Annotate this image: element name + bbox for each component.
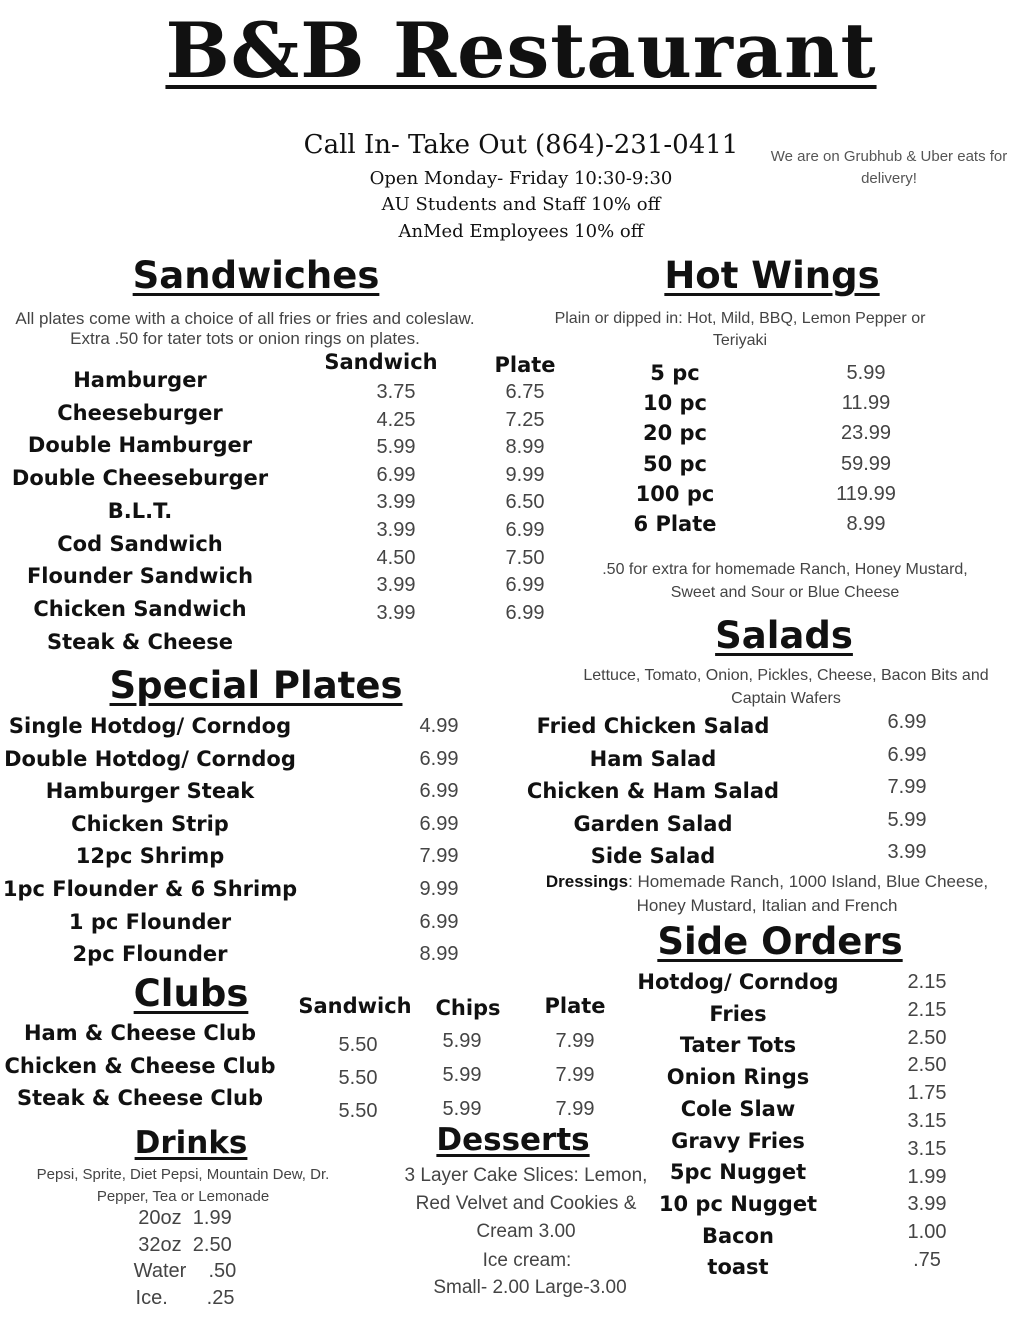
sandwich-item: Chicken Sandwich — [33, 596, 247, 621]
dressings-note — [527, 870, 1007, 918]
side-order-item: Hotdog/ Corndog — [637, 970, 839, 994]
salad-item: Side Salad — [590, 844, 716, 868]
sandwich-price: 3.99 — [376, 601, 416, 624]
sandwich-price: 3.75 — [376, 381, 416, 403]
sandwich-item: Cheeseburger — [57, 400, 223, 425]
sandwich-price: 3.99 — [376, 574, 416, 597]
special-plate-item: Chicken Strip — [71, 811, 229, 836]
salad-price: 7.99 — [887, 776, 927, 798]
delivery-note: We are on Grubhub & Uber eats for delivery! — [770, 148, 1008, 187]
drink-size-price: 20oz 1.99 — [138, 1207, 232, 1229]
sandwich-plate-price: 6.75 — [505, 381, 545, 403]
salad-price: 6.99 — [887, 711, 927, 733]
sandwich-price: 3.99 — [376, 491, 416, 514]
special-plate-item: 12pc Shrimp — [75, 844, 225, 869]
club-item: Steak & Cheese Club — [17, 1086, 263, 1110]
special-plate-price: 6.99 — [419, 812, 459, 835]
clubs-chips-header: Chips — [435, 996, 501, 1020]
special-plate-price: 6.99 — [419, 747, 459, 770]
call-in-number: Call In- Take Out (864)-231-0411 — [303, 130, 739, 160]
salad-item: Garden Salad — [573, 811, 733, 836]
salad-item: Ham Salad — [589, 746, 717, 771]
sandwich-price: 4.25 — [376, 408, 416, 431]
special-plate-item: Double Hotdog/ Corndog — [4, 746, 296, 771]
side-order-item: Bacon — [701, 1223, 775, 1248]
club-plate-price: 7.99 — [555, 1030, 595, 1052]
salads-note: Lettuce, Tomato, Onion, Pickles, Cheese, Bacon Bits and Captain Wafers — [583, 667, 989, 707]
drink-size-price: 32oz 2.50 — [138, 1233, 232, 1256]
special-plate-price: 9.99 — [419, 878, 459, 900]
special-plate-item: 1pc Flounder & 6 Shrimp — [2, 877, 298, 901]
side-order-price: 1.75 — [907, 1082, 947, 1105]
clubs-heading: Clubs — [133, 972, 249, 1015]
sandwich-price: 3.99 — [376, 519, 416, 541]
salad-item: Fried Chicken Salad — [536, 714, 770, 738]
wings-item: 20 pc — [642, 421, 708, 446]
club-chips-price: 5.99 — [442, 1064, 482, 1086]
salad-price: 5.99 — [887, 808, 927, 831]
sandwich-item: Steak & Cheese — [46, 629, 234, 654]
sandwich-plate-price: 6.99 — [505, 574, 545, 597]
wings-price: 23.99 — [840, 422, 892, 445]
clubs-plate-header: Plate — [544, 994, 606, 1018]
sauce-extra-note: .50 for extra for homemade Ranch, Honey Mustard, Sweet and Sour or Blue Cheese — [602, 561, 968, 601]
sandwich-item: Double Cheeseburger — [11, 466, 269, 491]
ice-cream-label: Ice cream: — [482, 1250, 572, 1271]
sandwich-plate-price: 6.99 — [505, 601, 545, 624]
side-order-item: Onion Rings — [666, 1065, 810, 1090]
side-order-price: 3.99 — [907, 1193, 947, 1216]
sandwich-price: 4.50 — [376, 546, 416, 569]
side-orders-heading: Side Orders — [657, 920, 903, 963]
restaurant-title: B&B Restaurant — [165, 6, 877, 95]
sandwich-price: 6.99 — [376, 463, 416, 486]
wings-price: 5.99 — [846, 362, 886, 384]
special-plate-price: 6.99 — [419, 780, 459, 803]
dressings-label: Dressings — [545, 872, 629, 891]
side-order-item: 5pc Nugget — [669, 1160, 807, 1185]
discount-au: AU Students and Staff 10% off — [381, 194, 661, 215]
special-plate-price: 6.99 — [419, 910, 459, 933]
salads-heading: Salads — [715, 614, 853, 657]
drinks-heading: Drinks — [134, 1125, 248, 1161]
club-plate-price: 7.99 — [555, 1098, 595, 1120]
sandwich-plate-price: 7.50 — [505, 546, 545, 569]
sandwich-plate-price: 8.99 — [505, 436, 545, 459]
drink-size-price: Water .50 — [133, 1260, 237, 1282]
wings-price: 11.99 — [841, 392, 891, 415]
sandwich-item: B.L.T. — [107, 498, 173, 523]
hot-wings-note: Plain or dipped in: Hot, Mild, BBQ, Lemon Pepper or Teriyaki — [554, 310, 926, 349]
discount-anmed: AnMed Employees 10% off — [398, 221, 644, 242]
side-order-price: 3.15 — [907, 1137, 947, 1160]
side-order-item: Tater Tots — [679, 1033, 797, 1058]
wings-item: 5 pc — [650, 361, 700, 385]
side-order-price: .75 — [913, 1249, 941, 1271]
desserts-heading: Desserts — [436, 1122, 590, 1158]
sandwich-plate-price: 9.99 — [505, 463, 545, 486]
wings-item: 100 pc — [635, 481, 715, 506]
club-chips-price: 5.99 — [442, 1030, 482, 1052]
wings-item: 10 pc — [642, 391, 708, 416]
club-item: Chicken & Cheese Club — [4, 1053, 276, 1078]
hours: Open Monday- Friday 10:30-9:30 — [369, 168, 673, 189]
sandwich-plate-price: 6.50 — [505, 491, 545, 514]
sandwich-plate-price: 6.99 — [505, 519, 545, 541]
salad-price: 3.99 — [887, 841, 927, 863]
side-order-item: Cole Slaw — [680, 1096, 796, 1121]
special-plate-item: 2pc Flounder — [72, 942, 228, 967]
hot-wings-heading: Hot Wings — [664, 254, 880, 297]
club-sandwich-price: 5.50 — [338, 1100, 378, 1122]
clubs-sandwich-header: Sandwich — [298, 994, 412, 1018]
side-order-item: Gravy Fries — [671, 1128, 805, 1153]
salad-item: Chicken & Ham Salad — [526, 779, 780, 803]
club-sandwich-price: 5.50 — [338, 1067, 378, 1089]
sandwich-plate-price: 7.25 — [505, 408, 545, 431]
salad-price: 6.99 — [887, 743, 927, 766]
sandwiches-heading: Sandwiches — [132, 254, 380, 297]
side-order-item: Fries — [709, 1001, 767, 1026]
wings-price: 8.99 — [846, 513, 886, 535]
sandwich-item: Hamburger — [73, 368, 207, 392]
side-order-item: 10 pc Nugget — [658, 1191, 818, 1216]
wings-item: 6 Plate — [633, 512, 717, 536]
special-plate-price: 8.99 — [419, 943, 459, 966]
wings-item: 50 pc — [642, 451, 708, 476]
wings-price: 59.99 — [840, 452, 892, 475]
drinks-note: Pepsi, Sprite, Diet Pepsi, Mountain Dew, Dr. Pepper, Tea or Lemonade — [36, 1166, 330, 1205]
special-plate-item: 1 pc Flounder — [68, 909, 232, 934]
club-chips-price: 5.99 — [442, 1098, 482, 1120]
side-order-price: 2.50 — [907, 1026, 947, 1049]
sandwiches-note: All plates come with a choice of all fries or fries and coleslaw. Extra .50 for tater tots or onion rings on plates. — [15, 309, 475, 348]
special-plates-heading: Special Plates — [109, 664, 403, 707]
special-plate-item: Hamburger Steak — [45, 779, 255, 804]
plate-column-header: Plate — [494, 353, 556, 377]
side-order-price: 2.15 — [907, 998, 947, 1021]
drink-size-price: Ice. .25 — [135, 1286, 235, 1309]
side-order-price: 3.15 — [907, 1110, 947, 1132]
wings-price: 119.99 — [836, 482, 896, 505]
side-order-price: 2.50 — [907, 1054, 947, 1077]
sandwich-item: Cod Sandwich — [57, 531, 223, 556]
sandwich-column-header: Sandwich — [324, 350, 438, 374]
dressings-list: : Homemade Ranch, 1000 Island, Blue Cheese, Honey Mustard, Italian and French — [628, 872, 989, 915]
ice-cream-prices: Small- 2.00 Large-3.00 — [433, 1277, 627, 1298]
special-plate-item: Single Hotdog/ Corndog — [8, 714, 292, 738]
sandwich-price: 5.99 — [376, 436, 416, 459]
side-order-price: 1.99 — [907, 1165, 947, 1188]
side-order-price: 2.15 — [907, 971, 947, 993]
special-plate-price: 4.99 — [419, 715, 459, 737]
sandwich-item: Flounder Sandwich — [26, 564, 254, 589]
club-sandwich-price: 5.50 — [338, 1034, 378, 1056]
side-order-price: 1.00 — [907, 1221, 947, 1244]
club-plate-price: 7.99 — [555, 1064, 595, 1086]
cake-slices: 3 Layer Cake Slices: Lemon, Red Velvet and Cookies & Cream 3.00 — [404, 1165, 648, 1242]
side-order-item: toast — [707, 1255, 769, 1280]
sandwich-item: Double Hamburger — [27, 433, 253, 458]
club-item: Ham & Cheese Club — [23, 1021, 257, 1045]
special-plate-price: 7.99 — [419, 845, 459, 868]
